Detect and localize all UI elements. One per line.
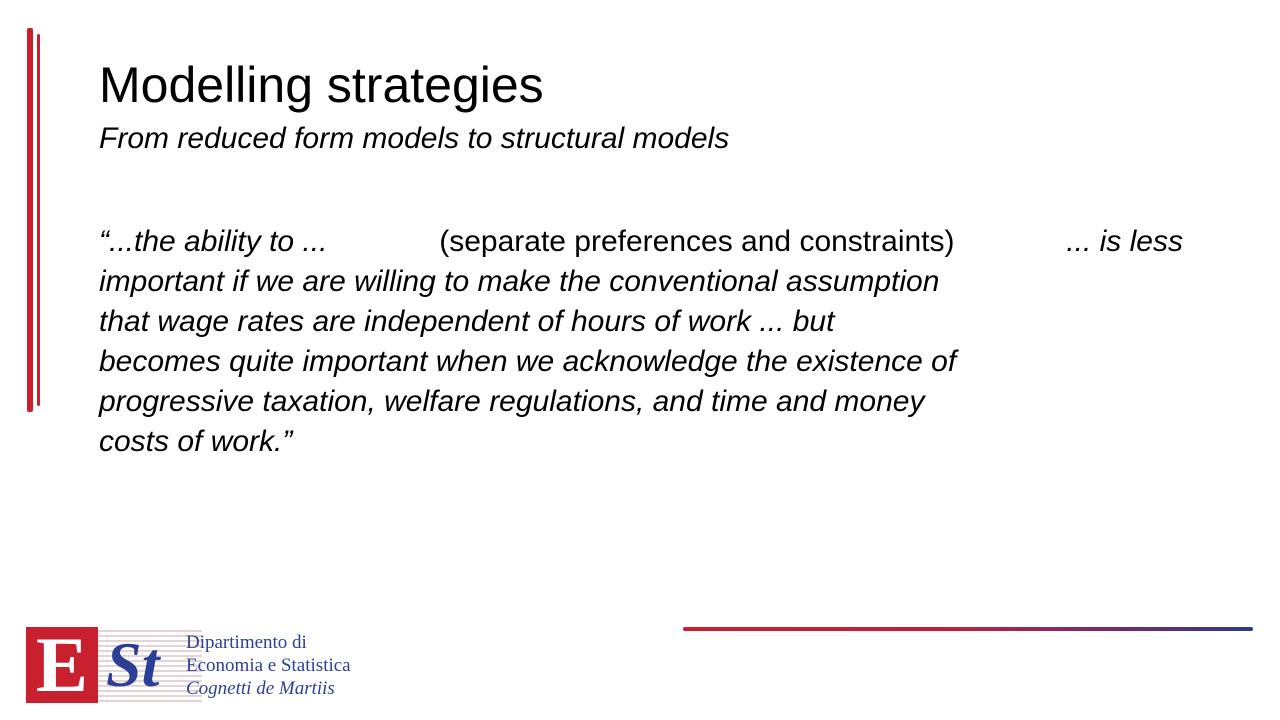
quote-line-3: that wage rates are independent of hours of work ... but [99,305,835,338]
quote-line-6: costs of work.” [99,425,293,458]
logo-line-2: Economia e Statistica [186,655,351,676]
quote-line-1 [99,222,1183,262]
quote-line-4: becomes quite important when we acknowledge the existence of [99,345,957,378]
logo-line-3: Cognetti de Martiis [186,678,335,699]
quote-line-2: important if we are willing to make the conventional assumption [99,265,940,298]
quote-line-1-end: ... is less [1066,225,1183,258]
logo-letters-st: St [98,627,202,703]
quote-line-1-parenthetical: (separate preferences and constraints) [439,225,955,258]
quote-line-1-start: “...the ability to ... [99,225,328,258]
department-logo [26,621,366,708]
quote-block [99,222,1183,462]
logo-department-name [186,631,351,700]
footer-divider-line [683,627,1253,631]
logo-letter-e: E [26,627,98,703]
slide-title: Modelling strategies [99,57,544,113]
left-accent-bar-thick [27,28,33,412]
logo-line-1: Dipartimento di [186,632,307,653]
left-accent-bar-thin [37,34,40,406]
quote-line-5: progressive taxation, welfare regulations, and time and money [99,385,925,418]
slide-subtitle: From reduced form models to structural models [99,122,730,155]
